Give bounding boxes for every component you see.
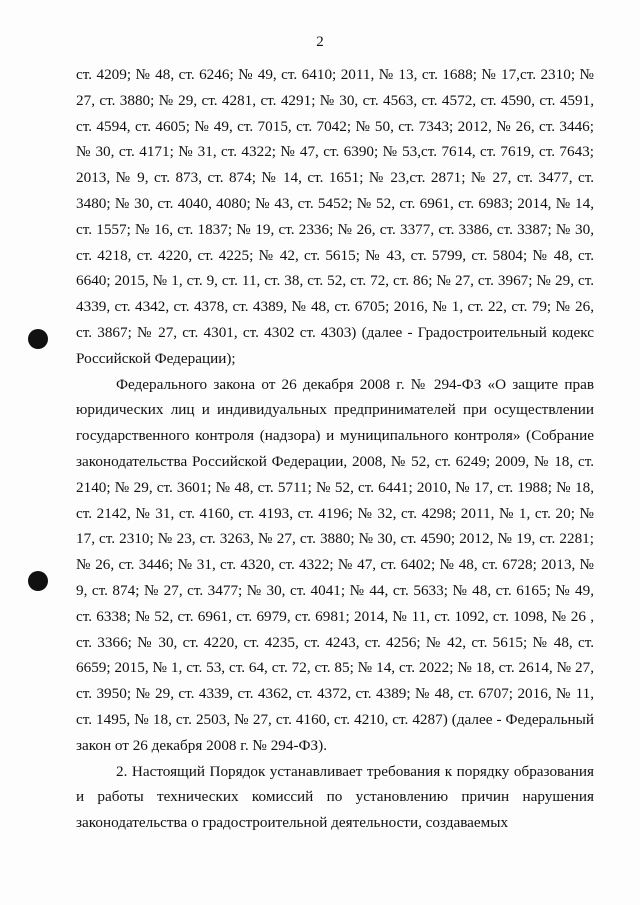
paragraph-federal-law-294: Федерального закона от 26 декабря 2008 г. № 294-ФЗ «О защите прав юридических лиц и индивидуальных предпринимателей при осуществлении государственного контроля (надзора) и муниципального контроля» (Собрание законодательства Российской Федерации, 2008, № 52, ст. 6249; 2009, № 18, ст. 2140; № 29, ст. 3601; № 48, ст. 5711; № 52, ст. 6441; 2010, № 17, ст. 1988; № 18, ст. 2142, № 31, ст. 4160, ст. 4193, ст. 4196; № 32, ст. 4298; 2011, № 1, ст. 20; № 17, ст. 2310; № 23, ст. 3263, № 27, ст. 3880; № 30, ст. 4590; 2012, № 19, ст. 2281; № 26, ст. 3446; № 31, ст. 4320, ст. 4322; № 47, ст. 6402; № 48, ст. 6728; 2013, № 9, ст. 874; № 27, ст. 3477; № 30, ст. 4041; № 44, ст. 5633; № 48, ст. 6165; № 49, ст. 6338; № 52, ст. 6961, ст. 6979, ст. 6981; 2014, № 11, ст. 1092, ст. 1098, № 26 , ст. 3366; № 30, ст. 4220, ст. 4235, ст. 4243, ст. 4256; № 42, ст. 5615; № 48, ст. 6659; 2015, № 1, ст. 53, ст. 64, ст. 72, ст. 85; № 14, ст. 2022; № 18, ст. 2614, № 27, ст. 3950; № 29, ст. 4339, ст. 4362, ст. 4372, ст. 4389; № 48, ст. 6707; 2016, № 11, ст. 1495, № 18, ст. 2503, № 27, ст. 4160, ст. 4210, ст. 4287) (далее - Федеральный закон от 26 декабря 2008 г. № 294-ФЗ). <box>76 375 594 754</box>
paragraph-citations-continued: ст. 4209; № 48, ст. 6246; № 49, ст. 6410; 2011, № 13, ст. 1688; № 17,ст. 2310; № 27, ст. 3880; № 29, ст. 4281, ст. 4291; № 30, ст. 4563, ст. 4572, ст. 4590, ст. 4591, ст. 4594, ст. 4605; № 49, ст. 7015, ст. 7042; № 50, ст. 7343; 2012, № 26, ст. 3446; № 30, ст. 4171; № 31, ст. 4322; № 47, ст. 6390; № 53,ст. 7614, ст. 7619, ст. 7643; 2013, № 9, ст. 873, ст. 874; № 14, ст. 1651; № 23,ст. 2871; № 27, ст. 3477, ст. 3480; № 30, ст. 4040, 4080; № 43, ст. 5452; № 52, ст. 6961, ст. 6983; 2014, № 14, ст. 1557; № 16, ст. 1837; № 19, ст. 2336; № 26, ст. 3377, ст. 3386, ст. 3387; № 30, ст. 4218, ст. 4220, ст. 4225; № 42, ст. 5615; № 43, ст. 5799, ст. 5804; № 48, ст. 6640; 2015, № 1, ст. 9, ст. 11, ст. 38, ст. 52, ст. 72, ст. 86; № 27, ст. 3967; № 29, ст. 4339, ст. 4342, ст. 4378, ст. 4389, № 48, ст. 6705; 2016, № 1, ст. 22, ст. 79; № 26, ст. 3867; № 27, ст. 4301, ст. 4302 ст. 4303) (далее - Градостроительный кодекс Российской Федерации); <box>76 66 594 367</box>
punch-hole-mark <box>28 571 48 591</box>
page-number: 2 <box>316 34 324 50</box>
punch-hole-mark <box>28 329 48 349</box>
paragraph-clause-2: 2. Настоящий Порядок устанавливает требования к порядку образования и работы технических комиссий по установлению причин нарушения законодательства о градостроительной деятельности, создаваемых <box>76 762 594 832</box>
document-body <box>76 62 594 836</box>
